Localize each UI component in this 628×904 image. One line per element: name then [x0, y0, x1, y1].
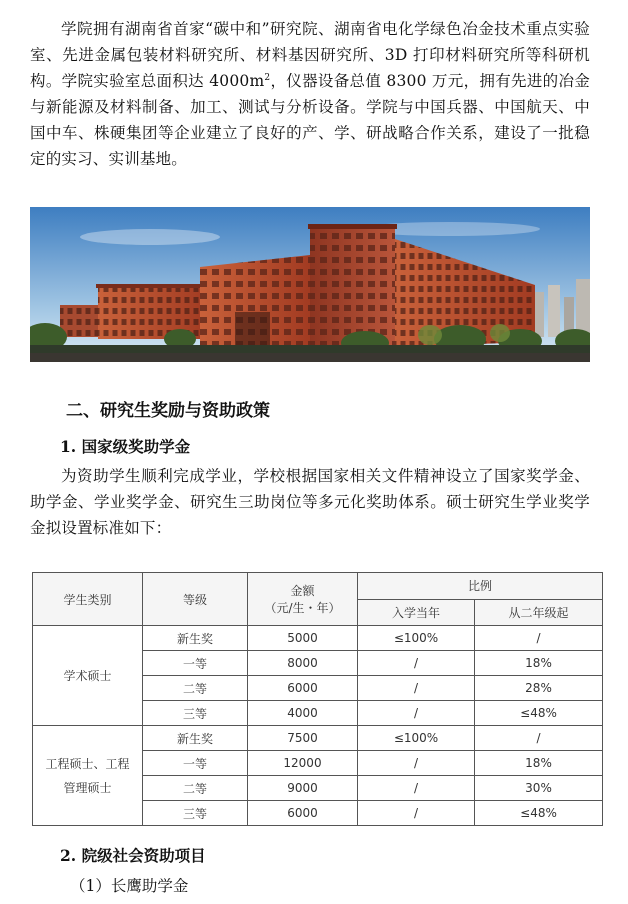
scholarship-table — [32, 572, 603, 826]
ratio-first-cell: ≤100% — [358, 726, 475, 751]
campus-building-photo — [30, 207, 590, 362]
subsection-title-college: 2. 院级社会资助项目 — [60, 846, 206, 865]
grade-cell: 二等 — [143, 776, 248, 801]
subsection-paragraph: 为资助学生顺利完成学业，学校根据国家相关文件精神设立了国家奖学金、助学金、学业奖学金、研究生三助岗位等多元化奖助体系。硕士研究生学业奖学金拟设置标准如下： — [30, 467, 590, 537]
amount-cell: 5000 — [248, 626, 358, 651]
ratio-second-cell: 18% — [475, 751, 603, 776]
amount-cell: 8000 — [248, 651, 358, 676]
table-row — [33, 626, 603, 651]
ratio-second-cell: 30% — [475, 776, 603, 801]
header-amount-unit: （元/生・年） — [264, 601, 341, 615]
header-amount — [248, 573, 358, 626]
grade-cell: 一等 — [143, 651, 248, 676]
ratio-first-cell: ≤100% — [358, 626, 475, 651]
intro-sup: 2 — [264, 72, 271, 83]
subsection-title-national: 1. 国家级奖助学金 — [60, 437, 191, 456]
ratio-first-cell: / — [358, 751, 475, 776]
ratio-first-cell: / — [358, 701, 475, 726]
intro-paragraph — [30, 16, 590, 172]
category-cell — [33, 726, 143, 826]
intro-text-b: ，仪器设备总值 8300 万元，拥有先进的冶金与新能源及材料制备、加工、测试与分析设备。学院与中国兵器、中国航天、中国中车、株硬集团等企业建立了良好的产、学、研战略合作关系，建设了一批稳定的实习、实训基地。 — [30, 72, 590, 168]
ratio-first-cell: / — [358, 801, 475, 826]
grade-cell: 二等 — [143, 676, 248, 701]
grade-cell: 一等 — [143, 751, 248, 776]
header-ratio-first: 入学当年 — [358, 599, 475, 626]
header-grade: 等级 — [143, 573, 248, 626]
category-line-1: 工程硕士、工程 — [45, 756, 130, 771]
ratio-second-cell: 28% — [475, 676, 603, 701]
amount-cell: 12000 — [248, 751, 358, 776]
ratio-second-cell: / — [475, 626, 603, 651]
subsection-item-changying: （1）长鹰助学金 — [70, 877, 189, 895]
ratio-second-cell: ≤48% — [475, 801, 603, 826]
ratio-second-cell: / — [475, 726, 603, 751]
intro-text-a: 学院拥有湖南省首家“碳中和”研究院、湖南省电化学绿色冶金技术重点实验室、先进金属包装材料研究所、材料基因研究所、3D 打印材料研究所等科研机构。学院实验室总面积达 4000m — [30, 20, 590, 90]
grade-cell: 三等 — [143, 801, 248, 826]
header-amount-label: 金额 — [290, 584, 315, 598]
section-title: 二、研究生奖励与资助政策 — [66, 401, 270, 421]
ratio-first-cell: / — [358, 676, 475, 701]
category-cell: 学术硕士 — [33, 626, 143, 726]
grade-cell: 新生奖 — [143, 726, 248, 751]
grade-cell: 三等 — [143, 701, 248, 726]
amount-cell: 4000 — [248, 701, 358, 726]
table-row — [33, 726, 603, 751]
amount-cell: 9000 — [248, 776, 358, 801]
ratio-second-cell: ≤48% — [475, 701, 603, 726]
amount-cell: 7500 — [248, 726, 358, 751]
amount-cell: 6000 — [248, 801, 358, 826]
category-line-2: 管理硕士 — [63, 780, 112, 795]
amount-cell: 6000 — [248, 676, 358, 701]
ratio-second-cell: 18% — [475, 651, 603, 676]
grade-cell: 新生奖 — [143, 626, 248, 651]
header-ratio: 比例 — [358, 573, 603, 600]
ratio-first-cell: / — [358, 651, 475, 676]
header-ratio-second: 从二年级起 — [475, 599, 603, 626]
ratio-first-cell: / — [358, 776, 475, 801]
header-category: 学生类别 — [33, 573, 143, 626]
